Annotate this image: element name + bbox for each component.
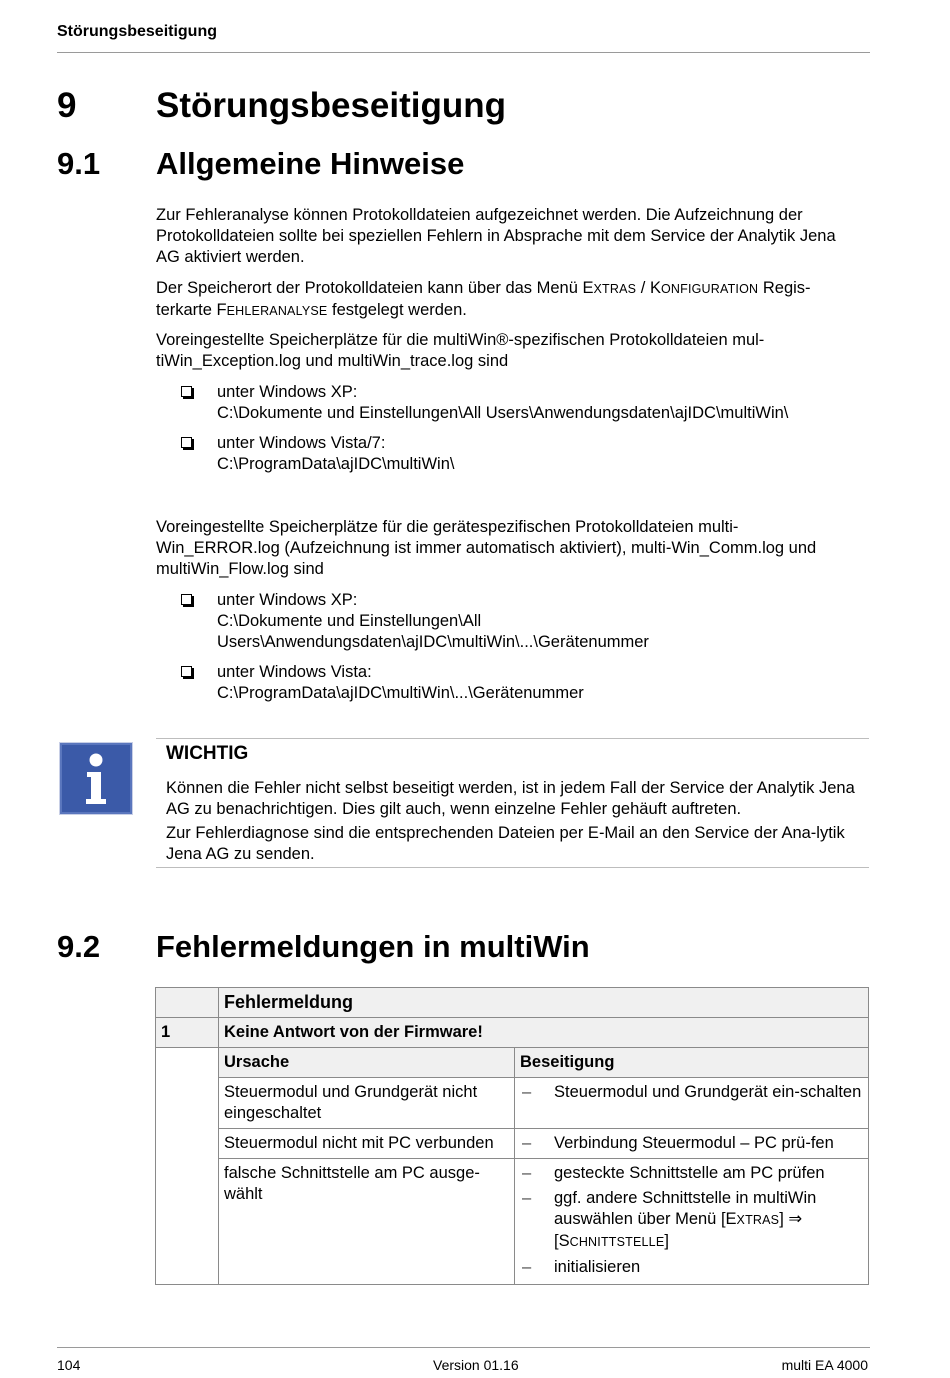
table-header-row xyxy=(156,988,869,1018)
cause-cell: falsche Schnittstelle am PC ausge-wählt xyxy=(219,1159,515,1285)
fix-item: – initialisieren xyxy=(522,1258,641,1276)
chapter-number: 9 xyxy=(57,86,77,125)
note-bottom-rule xyxy=(156,867,869,868)
section-number: 9.2 xyxy=(57,929,101,964)
paragraph: Zur Fehleranalyse können Protokolldateien aufgezeichnet werden. Die Aufzeichnung der Protokolldateien sollte bei speziellen Fehlern in Absprache mit dem Service der Analytik Jena AG aktiviert werden. xyxy=(156,206,836,266)
list-item: unter Windows XP: C:\Dokumente und Einstellungen\All Users\Anwendungsdaten\ajIDC\multiWin\...\Gerätenummer xyxy=(180,590,860,653)
note-title: WICHTIG xyxy=(166,743,249,764)
section-title: Allgemeine Hinweise xyxy=(156,146,465,181)
note-text: Können die Fehler nicht selbst beseitigt werden, ist in jedem Fall der Service der Analytik Jena AG zu benachrichtigen. Dies gilt auch, wenn einzelne Fehler gehäuft auftreten. xyxy=(166,779,855,818)
fix-cell xyxy=(515,1078,869,1129)
fix-cell xyxy=(515,1159,869,1285)
cause-cell: Steuermodul nicht mit PC verbunden xyxy=(219,1129,515,1159)
table-header: Fehlermeldung xyxy=(219,988,869,1018)
fix-item: – ggf. andere Schnittstelle in multiWin auswählen über Menü [EXTRAS] ⇒ [SCHNITTSTELLE] xyxy=(522,1189,817,1250)
checkbox-bullet-icon xyxy=(181,666,192,677)
error-table xyxy=(155,987,869,1285)
table-row xyxy=(156,1018,869,1048)
error-message: Keine Antwort von der Firmware! xyxy=(219,1018,869,1048)
paragraph-menu-path: Der Speicherort der Protokolldateien kann über das Menü EXTRAS / KONFIGURATION Regis-terkarte FEHLERANALYSE festgelegt werden. xyxy=(156,279,811,319)
page-number: 104 xyxy=(57,1357,81,1373)
fix-item: – Steuermodul und Grundgerät ein-schalten xyxy=(522,1083,862,1101)
checkbox-bullet-icon xyxy=(181,594,192,605)
paragraph: Voreingestellte Speicherplätze für die gerätespezifischen Protokolldateien multi-Win_ERROR.log (Aufzeichnung ist immer automatisch aktiviert), multi-Win_Comm.log und multiWin_Flow.log sind xyxy=(156,518,817,578)
table-row xyxy=(156,1129,869,1159)
checkbox-bullet-icon xyxy=(181,437,192,448)
chapter-title: Störungsbeseitigung xyxy=(156,86,506,125)
path-list xyxy=(180,590,860,713)
checkbox-bullet-icon xyxy=(181,386,192,397)
info-icon xyxy=(59,742,133,815)
cause-cell: Steuermodul und Grundgerät nicht eingeschaltet xyxy=(219,1078,515,1129)
list-item: unter Windows Vista: C:\ProgramData\ajIDC\multiWin\...\Gerätenummer xyxy=(180,662,860,704)
table-row xyxy=(156,1078,869,1129)
list-item: unter Windows XP: C:\Dokumente und Einstellungen\All Users\Anwendungsdaten\ajIDC\multiWin\ xyxy=(180,382,860,424)
footer-version: Version 01.16 xyxy=(433,1357,519,1373)
table-cell xyxy=(156,988,219,1018)
paragraph: Voreingestellte Speicherplätze für die multiWin®-spezifischen Protokolldateien mul-tiWin_Exception.log und multiWin_trace.log sind xyxy=(156,331,765,370)
header-rule xyxy=(57,52,870,53)
error-number: 1 xyxy=(156,1018,219,1048)
column-header-cause: Ursache xyxy=(219,1048,515,1078)
table-row xyxy=(156,1048,869,1078)
fix-item: – gesteckte Schnittstelle am PC prüfen xyxy=(522,1164,825,1182)
list-item: unter Windows Vista/7: C:\ProgramData\ajIDC\multiWin\ xyxy=(180,433,860,475)
running-header: Störungsbeseitigung xyxy=(57,23,217,40)
note-text: Zur Fehlerdiagnose sind die entsprechenden Dateien per E-Mail an den Service der Ana-lytik Jena AG zu senden. xyxy=(166,824,845,863)
fix-item: – Verbindung Steuermodul – PC prü-fen xyxy=(522,1134,834,1152)
section-title: Fehlermeldungen in multiWin xyxy=(156,929,590,964)
path-list xyxy=(180,382,860,484)
table-cell xyxy=(156,1048,219,1285)
section-number: 9.1 xyxy=(57,146,101,181)
footer-product: multi EA 4000 xyxy=(781,1357,868,1373)
table-row xyxy=(156,1159,869,1285)
fix-cell xyxy=(515,1129,869,1159)
note-top-rule xyxy=(156,738,869,739)
footer-rule xyxy=(57,1347,870,1348)
column-header-fix: Beseitigung xyxy=(515,1048,869,1078)
